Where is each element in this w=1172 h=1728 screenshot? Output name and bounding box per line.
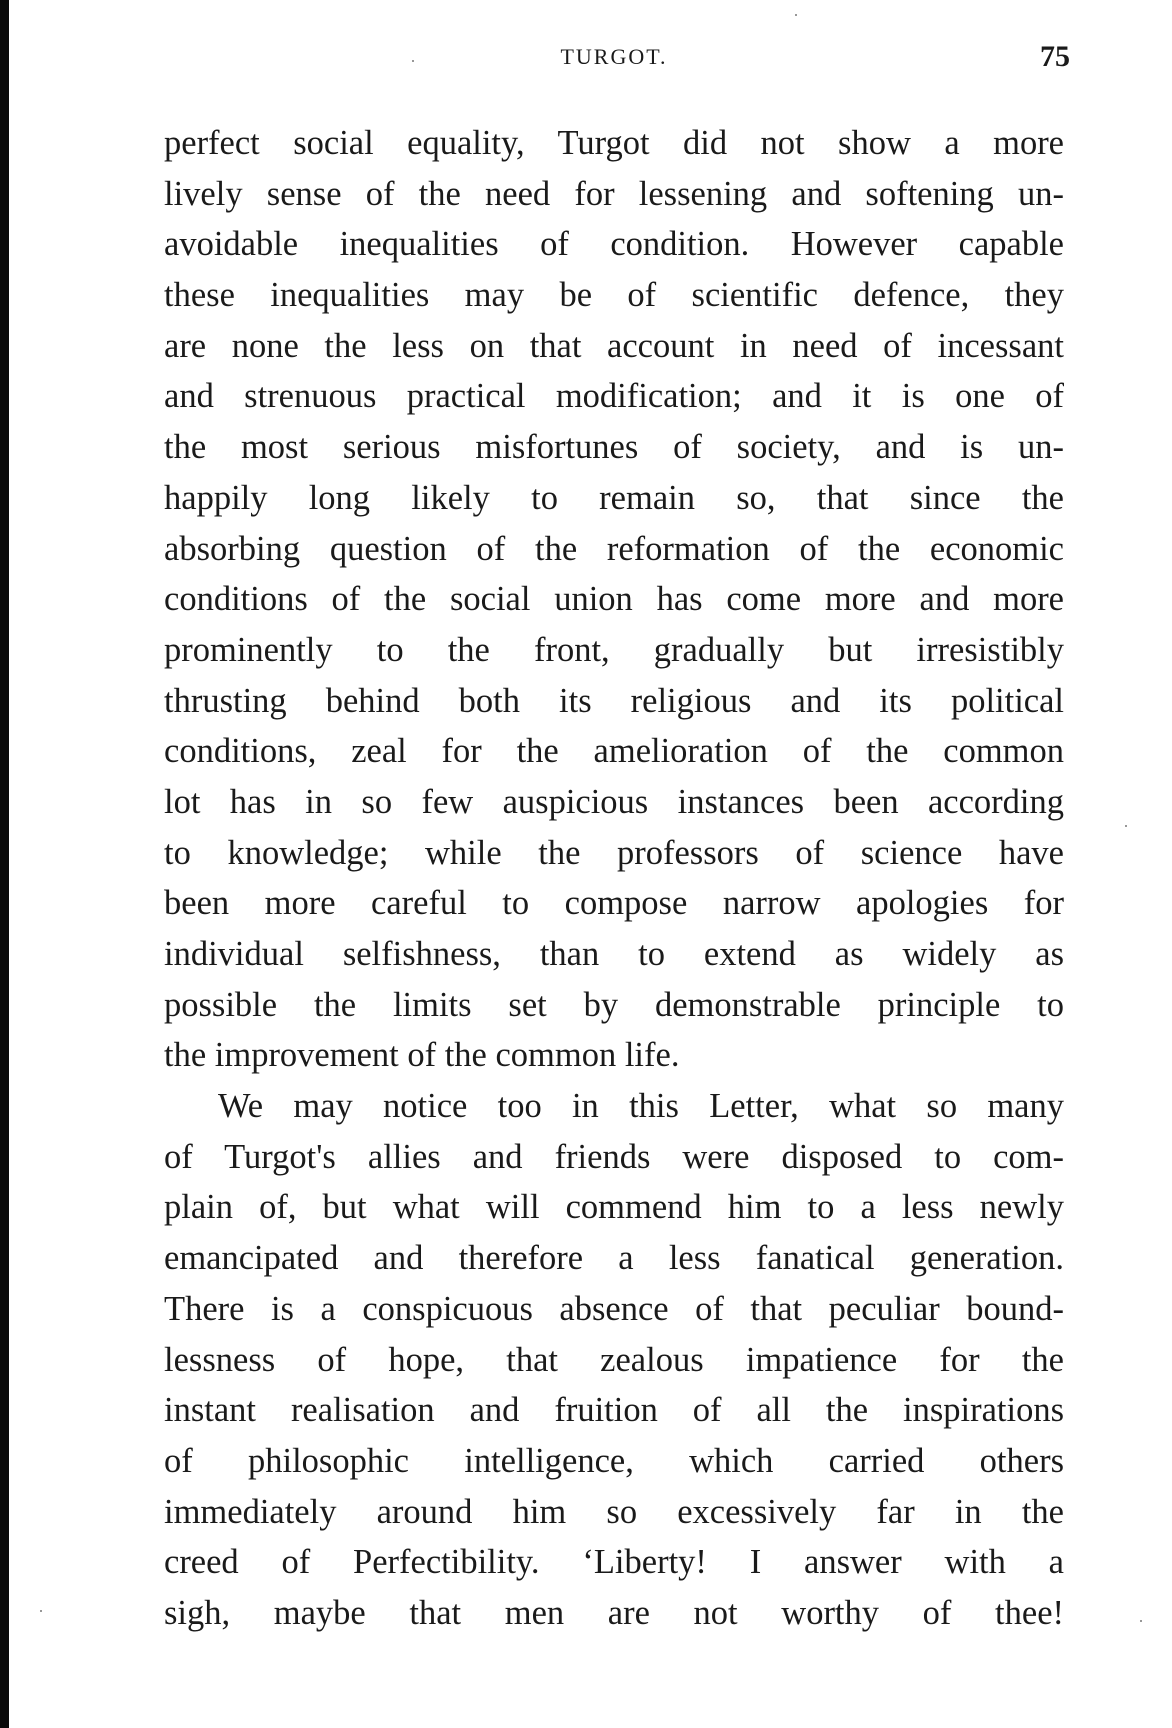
text-line: individual selfishness, than to extend as widely as xyxy=(164,935,1064,973)
running-title: TURGOT. xyxy=(560,44,668,69)
paper-speck xyxy=(1125,825,1127,827)
paragraph xyxy=(164,1081,1064,1639)
text-line: absorbing question of the reformation of the economic xyxy=(164,529,1064,568)
text-line: the most serious misfortunes of society, and is un- xyxy=(164,428,1064,467)
text-line: happily long likely to remain so, that since the xyxy=(164,478,1064,517)
text-line: instant realisation and fruition of all the inspirations xyxy=(164,1391,1064,1430)
text-line: the improvement of the common life. xyxy=(164,1036,680,1075)
text-line: these inequalities may be of scientific defence, they xyxy=(164,276,1064,315)
text-line: There is a conspicuous absence of that peculiar bound- xyxy=(164,1289,1064,1328)
text-line: are none the less on that account in need of incessant xyxy=(164,326,1064,365)
text-line: lively sense of the need for lessening and softening un- xyxy=(164,174,1064,213)
paragraph xyxy=(164,118,1064,1081)
text-line: emancipated and therefore a less fanatical generation. xyxy=(164,1239,1064,1278)
text-line: conditions, zeal for the amelioration of the common xyxy=(164,732,1064,771)
paper-speck xyxy=(795,14,797,16)
paper-speck xyxy=(1140,1620,1142,1622)
text-line: We may notice too in this Letter, what so many xyxy=(218,1087,1064,1126)
paper-speck xyxy=(40,1610,42,1612)
text-line: plain of, but what will commend him to a less newly xyxy=(164,1188,1064,1227)
text-line: perfect social equality, Turgot did not show a more xyxy=(164,124,1064,162)
text-line: avoidable inequalities of condition. However capable xyxy=(164,225,1064,264)
paper-speck xyxy=(412,60,414,62)
text-line: prominently to the front, gradually but irresistibly xyxy=(164,630,1064,669)
text-line: creed of Perfectibility. ‘Liberty! I answer with a xyxy=(164,1543,1064,1582)
page-number: 75 xyxy=(1040,40,1070,73)
binding-edge xyxy=(0,0,9,1728)
text-line: of Turgot's allies and friends were disposed to com- xyxy=(164,1137,1064,1176)
body-text xyxy=(164,118,1064,1639)
text-line: thrusting behind both its religious and its political xyxy=(164,681,1064,720)
text-line: immediately around him so excessively far in the xyxy=(164,1492,1064,1531)
text-line: possible the limits set by demonstrable principle to xyxy=(164,985,1064,1024)
text-line: conditions of the social union has come more and more xyxy=(164,580,1064,619)
text-line: lot has in so few auspicious instances been according xyxy=(164,782,1064,821)
text-line: of philosophic intelligence, which carried others xyxy=(164,1441,1064,1480)
text-line: and strenuous practical modification; and it is one of xyxy=(164,377,1064,416)
text-line: to knowledge; while the professors of science have xyxy=(164,833,1064,872)
text-line: been more careful to compose narrow apologies for xyxy=(164,884,1064,923)
text-line: lessness of hope, that zealous impatience for the xyxy=(164,1340,1064,1379)
text-line: sigh, maybe that men are not worthy of thee! xyxy=(164,1593,1064,1632)
running-head xyxy=(164,40,1070,80)
